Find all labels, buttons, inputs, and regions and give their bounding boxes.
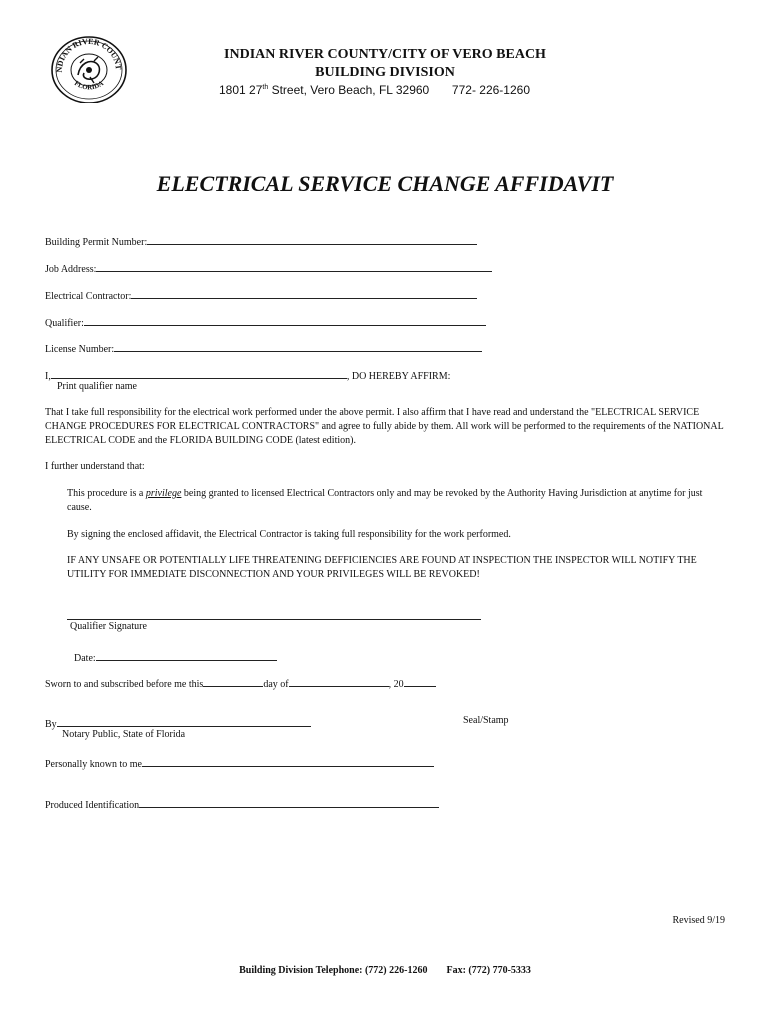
affirm-caption: Print qualifier name — [57, 381, 137, 392]
date-label: Date: — [74, 653, 96, 664]
permit-number-field[interactable] — [147, 233, 477, 245]
sworn-month-field[interactable] — [289, 675, 389, 687]
produced-field[interactable] — [139, 796, 439, 808]
warning-item: IF ANY UNSAFE OR POTENTIALLY LIFE THREATENING DEFFICIENCIES ARE FOUND AT INSPECTION THE INSPECTOR WILL NOTIFY THE UTILITY FOR IMMEDIATE DISCONNECTION AND YOUR PRIVILEGES WILL BE REVOKED! — [67, 555, 697, 580]
sworn-year-field[interactable] — [404, 675, 436, 687]
produced-label: Produced Identification — [45, 800, 140, 811]
sworn-label: Sworn to and subscribed before me this — [45, 679, 204, 690]
address-line — [219, 83, 530, 97]
sworn-row — [45, 675, 436, 690]
signature-line[interactable] — [67, 619, 481, 620]
footer — [0, 965, 770, 976]
privilege-word: privilege — [145, 488, 182, 499]
notary-by-label: By — [45, 719, 57, 730]
permit-number-row — [45, 233, 477, 248]
signature-caption: Qualifier Signature — [70, 621, 147, 632]
contractor-label: Electrical Contractor: — [45, 291, 132, 302]
seal-stamp-label: Seal/Stamp — [463, 715, 509, 726]
division-name: BUILDING DIVISION — [315, 65, 455, 80]
affirm-row — [45, 367, 450, 382]
privilege-pre: This procedure is a — [67, 488, 146, 499]
sworn-year-label: , 20 — [388, 679, 404, 690]
county-seal — [50, 33, 128, 103]
license-field[interactable] — [114, 340, 482, 352]
footer-telephone: Building Division Telephone: (772) 226-1260 — [239, 965, 428, 976]
known-label: Personally known to me — [45, 759, 142, 770]
contractor-row — [45, 287, 477, 302]
notary-caption: Notary Public, State of Florida — [62, 729, 186, 740]
footer-fax: Fax: (772) 770-5333 — [446, 965, 531, 976]
revision-note: Revised 9/19 — [672, 915, 725, 926]
license-label: License Number: — [45, 344, 115, 355]
org-name: INDIAN RIVER COUNTY/CITY OF VERO BEACH — [224, 47, 546, 62]
responsibility-item: By signing the enclosed affidavit, the Electrical Contractor is taking full responsibility for the work performed. — [67, 529, 511, 540]
job-address-field[interactable] — [96, 260, 492, 272]
responsibility-paragraph: That I take full responsibility for the electrical work performed under the above permit. I also affirm that I have read and understand the "ELECTRICAL SERVICE CHANGE PROCEDURES FOR ELECTRICAL CONTRACTORS" and agree to fully abide by them. All work will be performed to the requirements of the NATIONAL ELECTRICAL CODE and the FLORIDA BUILDING CODE (latest edition). — [45, 407, 724, 446]
further-understand: I further understand that: — [45, 461, 145, 472]
sworn-day-field[interactable] — [203, 675, 263, 687]
affirm-suffix: , DO HEREBY AFFIRM: — [346, 371, 451, 382]
notary-by-row — [45, 715, 311, 730]
header-phone: 772- 226-1260 — [451, 83, 530, 97]
address-city: Street, Vero Beach, FL 32960 — [268, 83, 430, 97]
svg-text:INDIAN RIVER COUNTY: NDIAN RIVER COUNT — [54, 36, 124, 73]
privilege-item — [67, 487, 723, 515]
affirm-prefix: I, — [45, 371, 51, 382]
produced-row — [45, 796, 439, 811]
qualifier-row — [45, 314, 486, 329]
date-field[interactable] — [96, 649, 277, 661]
contractor-field[interactable] — [131, 287, 477, 299]
qualifier-name-field[interactable] — [51, 367, 347, 379]
job-address-label: Job Address: — [45, 264, 97, 275]
seal-graphic — [50, 33, 128, 103]
job-address-row — [45, 260, 492, 275]
notary-signature-field[interactable] — [57, 715, 311, 727]
privilege-post: being granted to licensed Electrical Contractors only and may be revoked by the Authority Having Jurisdiction at anytime for just cause. — [67, 488, 703, 513]
known-row — [45, 755, 434, 770]
qualifier-field[interactable] — [84, 314, 486, 326]
address-street: 1801 27 — [219, 83, 263, 97]
page-title: ELECTRICAL SERVICE CHANGE AFFIDAVIT — [156, 171, 614, 196]
sworn-dayof: day of — [263, 679, 289, 690]
address-sup: th — [262, 84, 269, 91]
qualifier-label: Qualifier: — [45, 318, 84, 329]
license-row — [45, 340, 482, 355]
known-field[interactable] — [142, 755, 434, 767]
date-row — [74, 649, 277, 664]
svg-text:FLORIDA: FLORIDA — [72, 79, 106, 92]
permit-number-label: Building Permit Number: — [45, 237, 148, 248]
